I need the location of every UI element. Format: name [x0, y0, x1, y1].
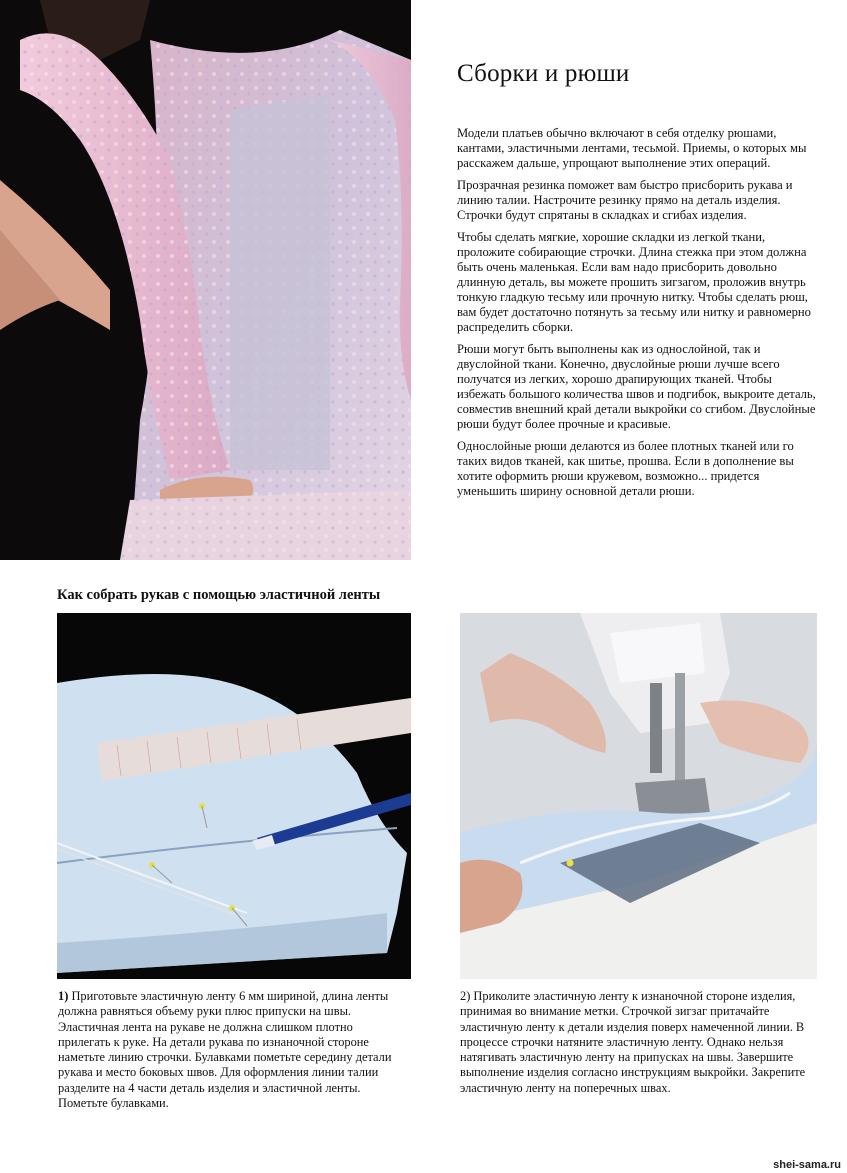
intro-text [457, 126, 817, 506]
step1-photo [57, 613, 411, 979]
step-text: 2) Приколите эластичную ленту к изнаночной стороне изделия, принимая во внимание метки. Строчкой зигзаг притачайте эластичную ленту к детали изделия поверх намеченной линии. В процессе строчки натяните эластичную ленту. Однако нельзя натягивать эластичную ленту на припусках на швы. Завершите выполнение изделия согласно инструкциям выкройки. Закрепите эластичную ленту на поперечных швах. [460, 989, 806, 1095]
step1-caption [58, 989, 408, 1111]
page-title: Сборки и рюши [457, 60, 630, 87]
intro-paragraph: Прозрачная резинка поможет вам быстро присборить рукава и линию талии. Настрочите резинку прямо на деталь изделия. Строчки будут спрятаны в складках и сгибах изделия. [457, 178, 793, 222]
intro-paragraph: Модели платьев обычно включают в себя отделку рюшами, кантами, эластичными лентами, тесьмой. Приемы, о которых мы расскажем дальше, упрощают выполнение этих операций. [457, 126, 807, 170]
intro-paragraph: Чтобы сделать мягкие, хорошие складки из легкой ткани, проложите собирающие строчки. Длина стежка при этом должна быть очень маленькая. Если вам надо присборить довольно длинную деталь, вы можете прошить зигзагом, проложив внутрь тонкую гладкую тесьму или прочную нитку. Чтобы сделать рюш, вам будет достаточно потянуть за тесьму или нитку и равномерно распределить сборки. [457, 230, 811, 334]
section-heading: Как собрать рукав с помощью эластичной ленты [57, 587, 381, 603]
hero-photo [0, 0, 411, 560]
step-text: Приготовьте эластичную ленту 6 мм шириной, длина ленты должна равняться объему руки плюс припуски на швы. Эластичная лента на рукаве не должна слишком плотно прилегать к руке. На детали рукава по изнаночной стороне наметьте линию строчки. Булавками пометьте середину детали рукава и место боковых швов. Для оформления линии талии разделите на 4 части деталь изделия и эластичной ленты. Пометьте булавками. [58, 989, 392, 1111]
intro-paragraph: Рюши могут быть выполнены как из однослойной, так и двуслойной ткани. Конечно, двуслойные рюши лучше всего получатся из легких, хорошо драпирующих тканей. Чтобы избежать большого количества швов и подгибок, выкроите деталь, совместив внешний край детали выкройки со сгибом. Двуслойные рюши будут более прочные и красивые. [457, 342, 816, 431]
step-number: 1) [58, 989, 69, 1003]
step2-photo [460, 613, 817, 979]
watermark: shei-sama.ru [773, 1159, 841, 1171]
intro-paragraph: Однослойные рюши делаются из более плотных тканей или го таких видов тканей, как шитье, прошва. Если в дополнение вы хотите оформить рюши кружевом, возможно... придется уменьшить ширину основной детали рюши. [457, 439, 794, 498]
step2-caption [460, 989, 816, 1096]
